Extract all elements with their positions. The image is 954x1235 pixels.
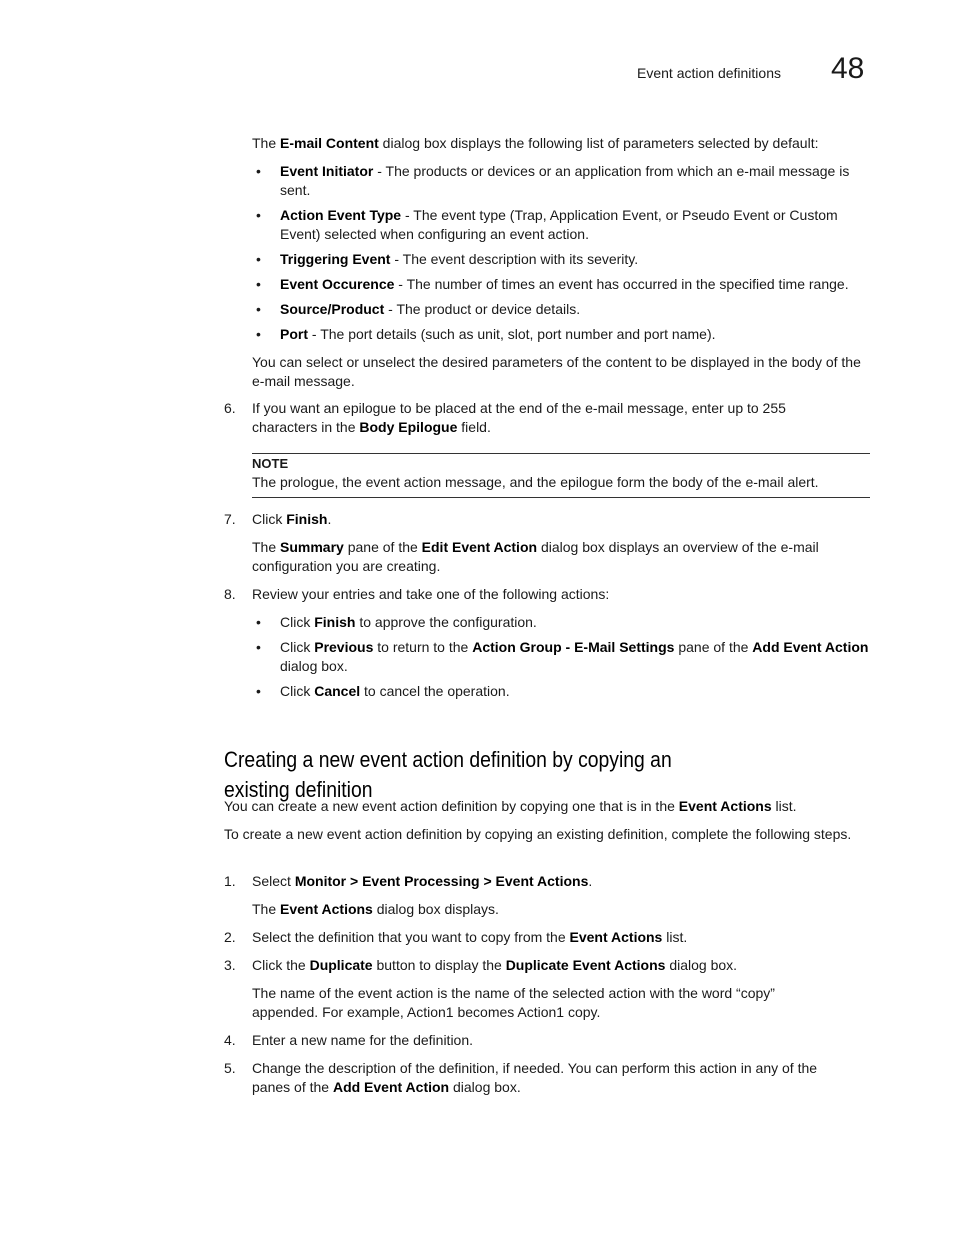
step-number: 3. [224,957,236,973]
action-item: Click Cancel to cancel the operation. [280,683,510,699]
note-bottom-rule [252,497,870,498]
param-item: Event Initiator - The products or devices or an application from which an e-mail message is sent. [280,163,850,198]
bullet-icon: • [256,207,261,223]
chapter-number: 48 [831,52,865,85]
step-6-text: If you want an epilogue to be placed at the end of the e-mail message, enter up to 255 characters in the Body Epilogue field. [252,400,786,435]
bullet-icon: • [256,301,261,317]
step-8-text: Review your entries and take one of the following actions: [252,586,610,602]
bullet-icon: • [256,251,261,267]
bullet-icon: • [256,276,261,292]
param-item: Source/Product - The product or device details. [280,301,581,317]
section-paragraph-1: You can create a new event action definition by copying one that is in the Event Actions list. [224,798,797,814]
bullet-icon: • [256,614,261,630]
copy-step-2: Select the definition that you want to copy from the Event Actions list. [252,929,688,945]
step-number: 4. [224,1032,236,1048]
bullet-icon: • [256,683,261,699]
note-label: NOTE [252,456,289,471]
bullet-icon: • [256,326,261,342]
step-number: 1. [224,873,236,889]
param-item: Action Event Type - The event type (Trap, Application Event, or Pseudo Event or Custom Event) selected when configuring an event action. [280,207,838,242]
bullet-icon: • [256,639,261,655]
step-number: 2. [224,929,236,945]
bullet-icon: • [256,163,261,179]
step-7-text: Click Finish. [252,511,332,527]
summary-paragraph: The Summary pane of the Edit Event Action dialog box displays an overview of the e-mail configuration you are creating. [252,539,819,574]
copy-step-3-sub: The name of the event action is the name of the selected action with the word “copy” appended. For example, Action1 becomes Action1 copy. [252,985,775,1020]
param-item: Port - The port details (such as unit, slot, port number and port name). [280,326,716,342]
running-header-title: Event action definitions [637,65,781,81]
section-paragraph-2: To create a new event action definition by copying an existing definition, complete the following steps. [224,826,852,842]
action-item: Click Finish to approve the configuration. [280,614,537,630]
step-number: 8. [224,586,236,602]
param-item: Triggering Event - The event description with its severity. [280,251,639,267]
action-item: Click Previous to return to the Action Group - E-Mail Settings pane of the Add Event Action dialog box. [280,639,869,674]
section-heading: Creating a new event action definition by copying an existing definition [224,747,672,803]
select-paragraph: You can select or unselect the desired parameters of the content to be displayed in the body of the e-mail message. [252,354,861,389]
intro-paragraph: The E-mail Content dialog box displays the following list of parameters selected by default: [252,135,819,151]
step-number: 6. [224,400,236,416]
step-number: 7. [224,511,236,527]
copy-step-1-sub: The Event Actions dialog box displays. [252,901,499,917]
copy-step-1: Select Monitor > Event Processing > Event Actions. [252,873,593,889]
note-text: The prologue, the event action message, and the epilogue form the body of the e-mail alert. [252,474,819,490]
step-number: 5. [224,1060,236,1076]
note-top-rule [252,453,870,454]
copy-step-3: Click the Duplicate button to display the Duplicate Event Actions dialog box. [252,957,738,973]
param-item: Event Occurence - The number of times an event has occurred in the specified time range. [280,276,849,292]
copy-step-4: Enter a new name for the definition. [252,1032,474,1048]
copy-step-5: Change the description of the definition, if needed. You can perform this action in any of the panes of the Add Event Action dialog box. [252,1060,818,1095]
